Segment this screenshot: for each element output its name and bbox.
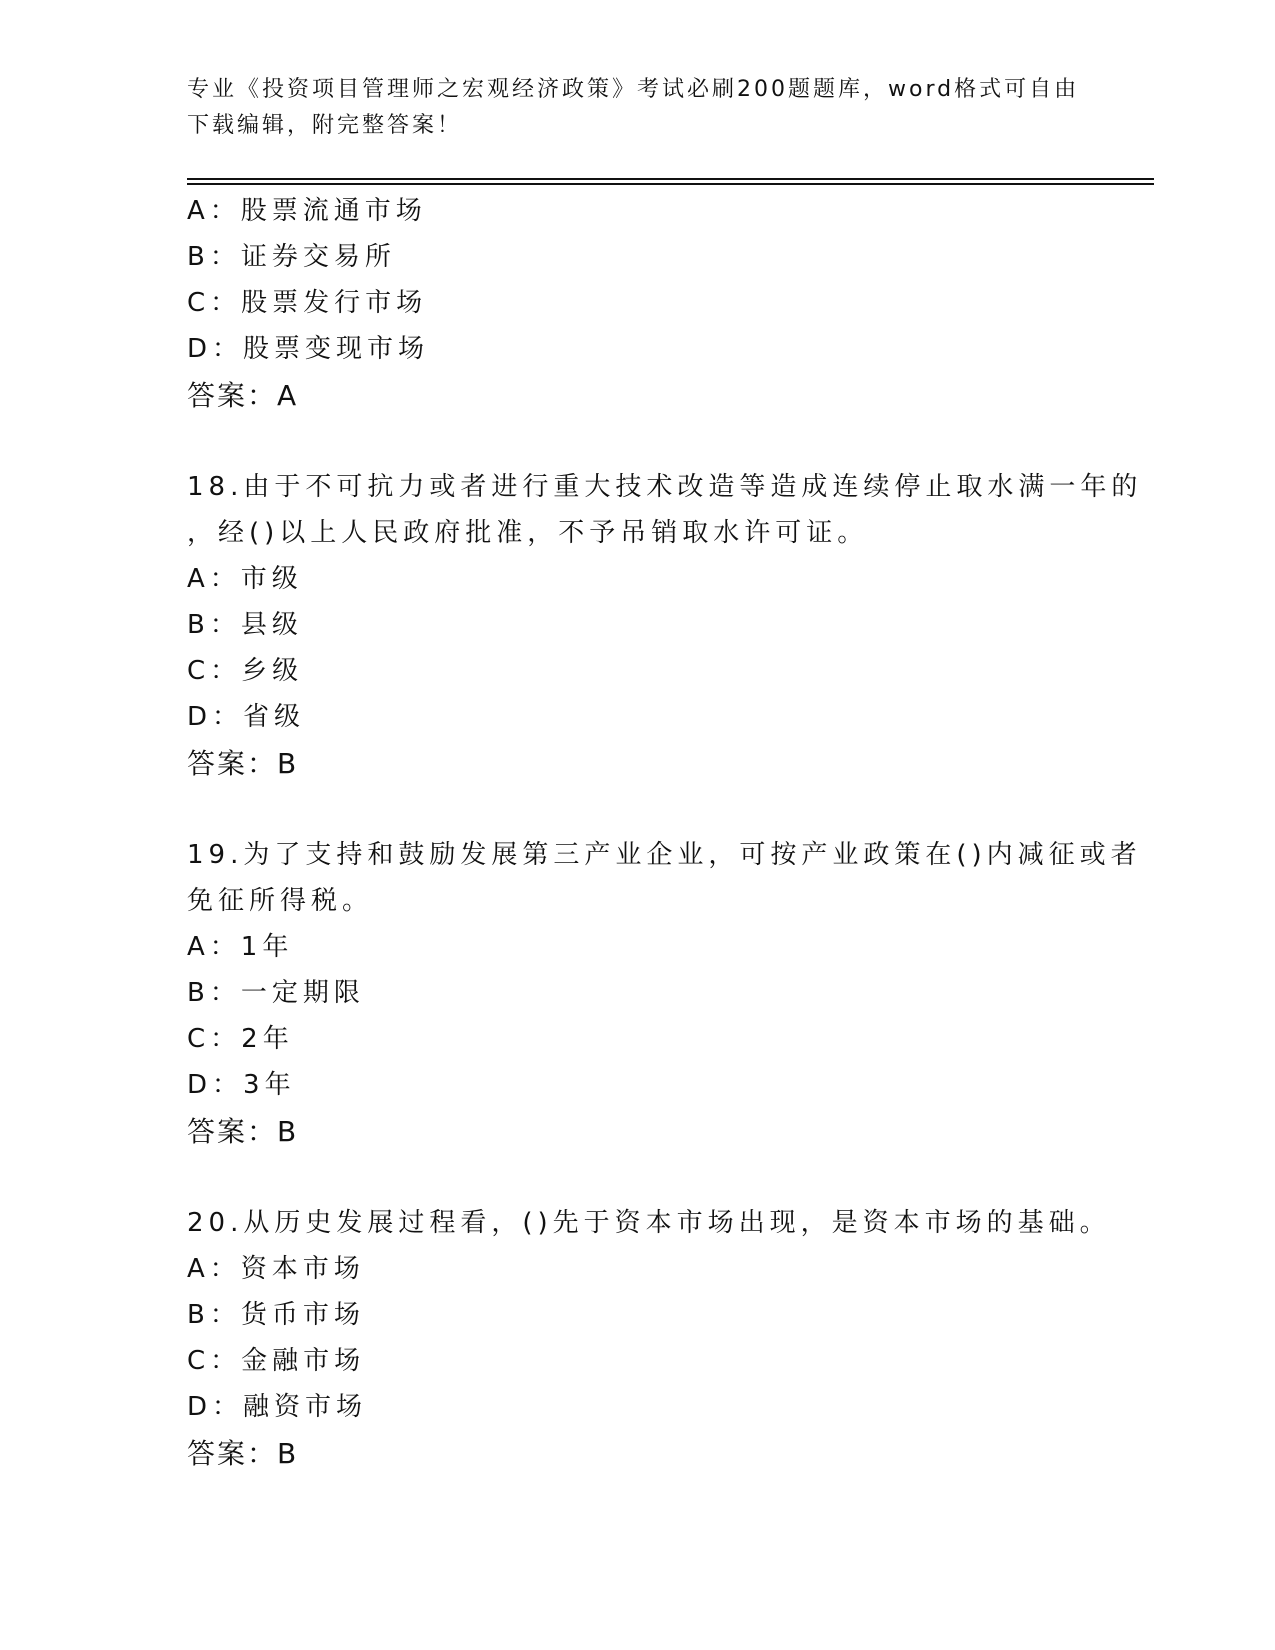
question-stem-line-2: ，经()以上人民政府批准，不予吊销取水许可证。 [187, 518, 869, 548]
question-stem-line-1: 20.从历史发展过程看，()先于资本市场出现，是资本市场的基础。 [187, 1208, 1111, 1238]
option-d: D：3年 [187, 1070, 296, 1100]
option-c: C：股票发行市场 [187, 288, 428, 318]
option-d: D：股票变现市场 [187, 334, 430, 364]
option-b: B：一定期限 [187, 978, 365, 1008]
question-stem-line-1: 18.由于不可抗力或者进行重大技术改造等造成连续停止取水满一年的 [187, 472, 1143, 502]
option-c: C：乡级 [187, 656, 304, 686]
header-line-1: 专业《投资项目管理师之宏观经济政策》考试必刷200题题库，word格式可自由 [187, 77, 1080, 102]
option-a: A：股票流通市场 [187, 196, 427, 226]
option-d: D：省级 [187, 702, 306, 732]
header-double-rule [187, 178, 1154, 184]
option-d: D：融资市场 [187, 1392, 368, 1422]
answer: 答案：A [187, 379, 299, 412]
question-19 [187, 832, 1142, 1156]
question-18 [187, 464, 1143, 788]
question-stem-line-2: 免征所得税。 [187, 886, 374, 916]
question-17 [187, 188, 1087, 420]
option-b: B：货币市场 [187, 1300, 365, 1330]
option-a: A：1年 [187, 932, 294, 962]
answer: 答案：B [187, 747, 299, 780]
question-20 [187, 1200, 1111, 1478]
header-rule-top [187, 178, 1154, 180]
option-a: A：资本市场 [187, 1254, 365, 1284]
answer: 答案：B [187, 1437, 299, 1470]
option-b: B：县级 [187, 610, 303, 640]
header-rule-bottom [187, 183, 1154, 185]
answer: 答案：B [187, 1115, 299, 1148]
question-list [187, 188, 1143, 1478]
option-b: B：证券交易所 [187, 242, 396, 272]
question-stem-line-1: 19.为了支持和鼓励发展第三产业企业，可按产业政策在()内减征或者 [187, 840, 1142, 870]
document-header [187, 72, 1087, 144]
option-c: C：2年 [187, 1024, 294, 1054]
header-line-2: 下载编辑，附完整答案！ [187, 113, 463, 138]
option-c: C：金融市场 [187, 1346, 366, 1376]
option-a: A：市级 [187, 564, 303, 594]
